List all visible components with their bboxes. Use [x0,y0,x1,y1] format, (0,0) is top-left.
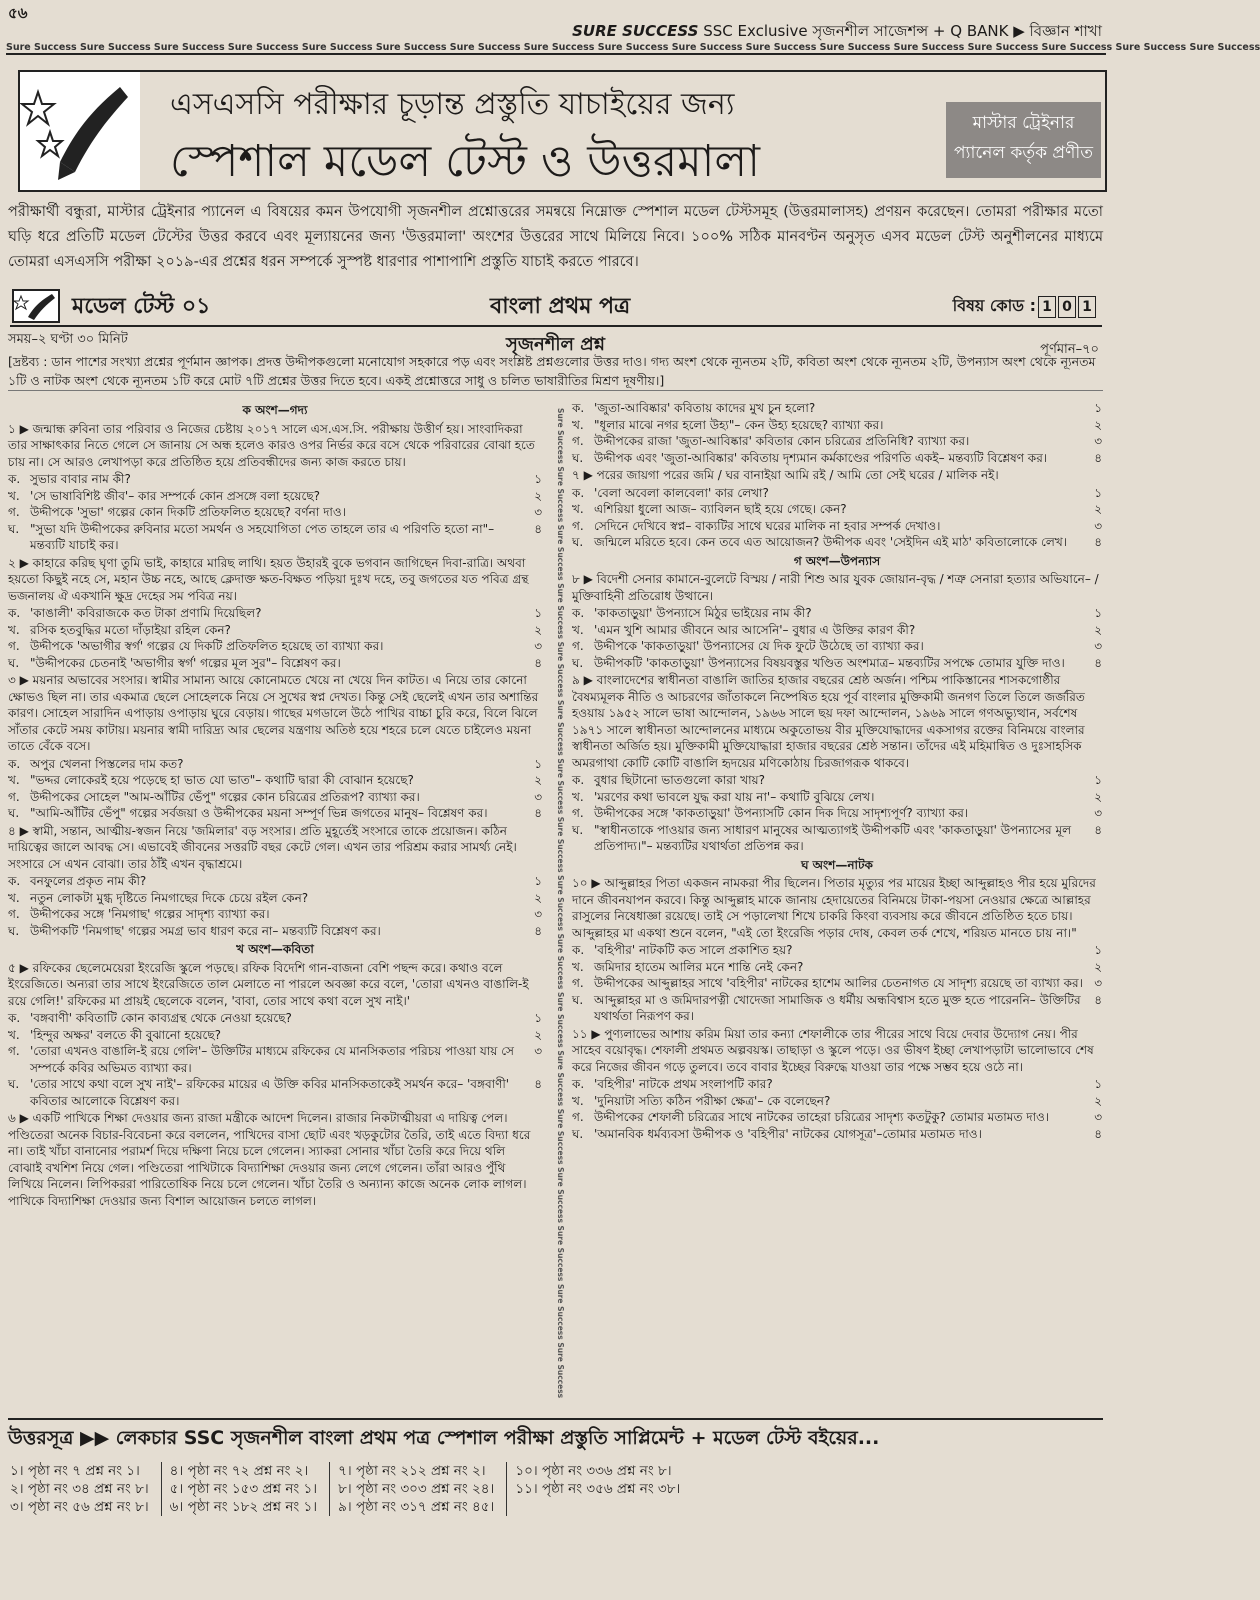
sub-question-key: খ. [572,502,584,516]
marks: ৪ [534,521,542,536]
section-subtitle: সৃজনশীল প্রশ্ন [506,334,605,355]
instructions: [দ্রষ্টব্য : ডান পাশের সংখ্যা প্রশ্নের পূর্ণমান জ্ঞাপক। প্রদত্ত উদ্দীপকগুলো মনোযোগ সহকারে পড় এবং সংশ্লিষ্ট প্রশ্নগুলোর উত্তর দাও। গদ্য অংশ থেকে ন্যূনতম ২টি, কবিতা অংশ থেকে ন্যূনতম ২টি, উপন্যাস অংশ থেকে ন্যূনতম ১টি ও নাটক অংশ থেকে ন্যূনতম ১টি করে মোট ৭টি প্রশ্নের উত্তর দিতে হবে। একই প্রশ্নোত্তরে সাধু ও চলিত ভাষারীতির মিশ্রণ দূষণীয়।] [8,352,1103,391]
sub-question [572,822,1102,855]
left-column [8,400,542,1210]
brand-logo: SURE SUCCESS [572,22,699,40]
sub-question-text: "আমি-আঁটির ভেঁপু" গল্পের সর্বজয়া ও উদ্দীপকের ময়না সম্পূর্ণ ভিন্ন জগতের মানুষ– বিশ্লেষণ কর। [30,806,488,820]
marks: ২ [1094,1093,1102,1108]
marks: ৩ [534,639,542,653]
sub-question [572,975,1102,992]
sub-question-key: ঘ. [572,535,584,549]
marks: ৩ [534,1044,542,1058]
sub-question-text: 'জুতা-আবিষ্কার' কবিতায় কাদের মুখ চুন হলো? [594,401,816,415]
sub-question [8,471,542,488]
banner-credit-line2: প্যানেল কর্তৃক প্রণীত [954,143,1093,163]
sub-question [8,1010,542,1027]
sub-question-key: ঘ. [8,806,20,820]
sub-question-key: গ. [572,518,584,533]
right-column [572,400,1102,1142]
marks: ১ [534,606,542,620]
marks: ১ [1094,1077,1102,1091]
sub-question-text: অপুর খেলনা পিস্তলের দাম কত? [30,756,184,771]
sub-question-text: উদ্দীপক এবং 'জুতা-আবিষ্কার' কবিতায় দৃশ্যমান কর্মকাণ্ডের পরিণতি একই– মন্তব্যটি বিশ্লেষণ কর। [594,450,1048,465]
sub-question-key: ঘ. [572,450,584,465]
marks: ১ [1094,485,1102,500]
sub-question-key: খ. [8,488,20,503]
sub-question [572,417,1102,434]
sub-question [8,772,542,789]
sub-question [572,501,1102,518]
marks: ৩ [1094,806,1102,820]
marks: ৩ [534,505,542,519]
sub-question-key: গ. [572,1110,584,1124]
question-stem: ৯ ▶ বাংলাদেশের স্বাধীনতা বাঙালি জাতির হাজার বছরের শ্রেষ্ঠ অর্জন। পশ্চিম পাকিস্তানের শাসকগোষ্ঠীর বৈষম্যমূলক নীতি ও আচরণের জাঁতাকলে নিষ্পেষিত হয়ে পূর্ব বাংলার মুক্তিকামী জনগণ তিলে তিলে জর্জরিত হওয়ায় ১৯৫২ সালে ভাষা আন্দোলন, ১৯৬৬ সালে ছয় দফা আন্দোলন, ১৯৬৯ সালে গণঅভ্যুত্থান, সর্বশেষ ১৯৭১ সালে স্বাধীনতা আন্দোলনের মাধ্যমে অকুতোভয় বীর মুক্তিযোদ্ধাদের একসাগর রক্তের বিনিময়ে বাংলার স্বাধীনতা অর্জিত হয়। মুক্তিকামী মুক্তিযোদ্ধারা হাজার বছরের শ্রেষ্ঠ সন্তান। তাঁদের এই মহিমান্বিত ও দুঃসাহসিক অমরগাথা কোটি কোটি বাঙালি হৃদয়ের মণিকোঠায় চিরজাগরূক থাকবে। [572,673,1085,770]
question-stem: ১১ ▶ পুণ্যলাভের আশায় করিম মিয়া তার কন্যা শেফালীকে তার পীরের সাথে বিয়ে দেবার উদ্যোগ নেয়। পীর সাহেব বয়োবৃদ্ধ। শেফালী প্রথমত অল্পবয়স্ক। তাছাড়া ও স্কুলে পড়ে। ওর ভীষণ ইচ্ছা লেখাপড়াটা ভালোভাবে শেষ করে নিজের জীবন গড়ে তুলবে। তবে বাবার ইচ্ছের বিরুদ্ধে যাওয়া তার পক্ষে সম্ভব হয়ে ওঠে না। [572,1026,1094,1074]
sub-question [572,1126,1102,1143]
sub-question [572,518,1102,535]
sub-question-key: খ. [572,417,584,432]
sub-question-text: সেদিনে দেখিবে স্বপ্ন– বাক্যটির সাথে ঘরের মালিক না হবার সম্পর্ক দেখাও। [594,518,941,533]
sub-question-key: খ. [572,959,584,974]
answer-ref: ১। পৃষ্ঠা নং ৭ প্রশ্ন নং ১। [10,1463,140,1479]
paper-title: বাংলা প্রথম পত্র [490,294,631,319]
sub-question [8,1043,542,1076]
question-stem: ৩ ▶ ময়নার অভাবের সংসার। স্বামীর সামান্য আয়ে কোনোমতে খেয়ে না খেয়ে দিন কাটত। এ নিয়ে তার কোনো ক্ষোভও ছিল না। তার একমাত্র ছেলে সোহেলকে নিয়ে সে সুখের স্বপ্ন দেখত। কিন্তু সেই ছেলেই এখন তার অশান্তির কারণ। সোহেল সারাদিন এপাড়ায় ওপাড়ায় ঘুরে বেড়ায়। গাছের মগডালে উঠে পাখির বাচ্চা চুরি করে, বিলে ঝিলে সাঁতার কেটে সময় কাটায়। ময়নার স্বামী দারিদ্র্য আর ছেলের যন্ত্রণায় অতিষ্ঠ হয়ে শহরে চলে যেতে চাইলেও ময়না তাতে বেঁকে বসে। [8,673,539,753]
sub-question [572,605,1102,622]
question-stem: ৬ ▶ একটি পাখিকে শিক্ষা দেওয়ার জন্য রাজা মন্ত্রীকে আদেশ দিলেন। রাজার নিকটাত্মীয়রা এ দায়িত্ব পেল। পণ্ডিতেরা অনেক বিচার-বিবেচনা করে বললেন, পাখিদের বাসা ছোট এবং খড়কুটোর তৈরি, তাই এতে বিদ্যা ধরে না। তাই খাঁচা বানানোর পরামর্শ দিয়ে দক্ষিণা নিয়ে চলে গেলেন। স্যাকরা সোনার খাঁচা তৈরি করে দিয়ে থলি বোঝাই বখশিশ নিয়ে গেল। পণ্ডিতেরা পাখিটাকে বিদ্যাশিক্ষা দেওয়ার জন্য লেগে গেলেন। তাঁরা আরও পুঁথি লিখিয়ে নিলেন। লিপিকররা পারিতোষিক নিয়ে চলে গেলেন। খাঁচা তৈরি ও অন্যান্য কাজে অনেক লোক লাগল। পাখিকে বিদ্যাশিক্ষা দেওয়ার জন্য বিশাল আয়োজন চলতে লাগল। [8,1111,531,1208]
sub-question-text: উদ্দীপকটি 'কাকতাড়ুয়া' উপন্যাসের বিষয়বস্তুর খণ্ডিত অংশমাত্র– মন্তব্যটির সপক্ষে তোমার যুক্তি দাও। [594,655,1065,670]
sub-question-text: সুভার বাবার নাম কী? [30,472,131,486]
sub-question-text: উদ্দীপকটি 'নিমগাছ' গল্পের সমগ্র ভাব ধারণ করে না– মন্তব্যটি বিশ্লেষণ কর। [30,923,381,938]
sub-question-text: উদ্দীপকে 'অভাগীর স্বর্গ' গল্পের যে দিকটি প্রতিফলিত হয়েছে তা ব্যাখ্যা কর। [30,639,384,653]
sub-question-text: জন্মিলে মরিতে হবে। কেন তবে এত আয়োজন? উদ্দীপক এবং 'সেইদিন এই মাঠ' কবিতালোকে লেখ। [594,535,1067,549]
question [8,1110,542,1209]
sub-question-text: আব্দুল্লাহর মা ও জমিদারপত্নী খোদেজা সামাজিক ও ধর্মীয় অন্ধবিশ্বাস হতে মুক্ত হতে পারেননি– উক্তিটির যথার্থতা নিরূপণ কর। [594,992,1081,1023]
sub-question-text: 'সে ভাষাবিশিষ্ট জীব'– কার সম্পর্কে কোন প্রসঙ্গে বলা হয়েছে? [30,488,320,503]
sub-question [572,655,1102,672]
sub-question-text: "উদ্দীপকের চেতনাই 'অভাগীর স্বর্গ' গল্পের মূল সুর"– বিশ্লেষণ কর। [30,655,341,670]
sub-question-key: গ. [8,907,20,921]
sub-question [8,521,542,554]
sub-question-key: ঘ. [572,992,584,1007]
question [572,1026,1102,1143]
marks: ১ [534,756,542,771]
pen-hand-logo-icon [20,72,140,190]
sub-question-key: খ. [8,1027,20,1042]
sub-question [572,992,1102,1025]
sub-question-key: ক. [8,606,21,620]
marks: ২ [534,773,542,787]
sub-question-key: গ. [8,1044,20,1058]
sub-question [8,1027,542,1044]
answer-ref: ১০। পৃষ্ঠা নং ৩৩৬ প্রশ্ন নং ৮। [515,1463,672,1479]
sub-question-text: 'কাকতাড়ুয়া' উপন্যাসে মিঠুর ভাইয়ের নাম কী? [594,606,812,620]
question [8,672,542,822]
sub-question [572,1109,1102,1126]
question [572,467,1102,551]
marks: ১ [1094,606,1102,620]
marks: ১ [534,874,542,888]
sub-question-text: 'মরণের কথা ভাবলে যুদ্ধ করা যায় না'– কথাটি বুঝিয়ে লেখ। [594,789,875,804]
sub-question-text: 'বহিপীর' নাটকটি কত সালে প্রকাশিত হয়? [594,943,793,957]
model-test-title: মডেল টেস্ট ০১ [72,294,211,319]
sub-question-key: ঘ. [8,655,20,670]
marks: ২ [1094,622,1102,637]
marks: ৪ [1094,822,1102,837]
sub-question-text: "সুভা যদি উদ্দীপকের রুবিনার মতো সমর্থন ও সহযোগিতা পেত তাহলে তার এ পরিণতি হতো না"– মন্তব্যটি যাচাই কর। [30,521,495,552]
exam-meta [8,330,1103,357]
marks: ৪ [1094,450,1102,465]
marks: ১ [534,1011,542,1025]
sub-question-key: খ. [8,890,20,905]
question-stem: ১০ ▶ আব্দুল্লাহর পিতা একজন নামকরা পীর ছিলেন। পিতার মৃত্যুর পর মায়ের ইচ্ছা আব্দুল্লাহও পীর হয়ে মুরিদের দানে জীবনযাপন করবে। কিন্তু আব্দুল্লাহ মাকে জানায় হেদায়েতের বিনিময়ে টাকা-পয়সা নেওয়ার ক্ষেত্রে আল্লাহর রাসুলের নিষেধাজ্ঞা রয়েছে। তাই সে পড়ালেখা শিখে চাকরি কিংবা ব্যবসায় করে জীবনে প্রতিষ্ঠিত হতে চায়। আব্দুল্লাহর মা একথা শুনে বলেন, "এই তো ইংরেজি পড়ার দোষ, কেবল তর্ক শেখে, শরিয়ত মানতে চায় না।" [572,876,1096,940]
sub-question [572,638,1102,655]
banner [18,70,1107,192]
marks: ৩ [534,907,542,921]
marks: ৪ [534,806,542,820]
model-test-logo-icon [12,289,60,323]
sub-question-key: ঘ. [8,923,20,938]
subject-code [953,293,1096,320]
marks: ২ [534,1027,542,1042]
answer-ref: ৩। পৃষ্ঠা নং ৫৬ প্রশ্ন নং ৮। [10,1499,149,1515]
sub-question-key: ক. [8,756,21,771]
marks: ২ [534,890,542,905]
marks: ১ [1094,401,1102,415]
sub-question-text: 'বহিপীর' নাটকে প্রথম সংলাপটি কার? [594,1077,773,1091]
sub-question [8,923,542,940]
section-heading: ক অংশ—গদ্য [242,403,308,417]
answer-column [506,1462,680,1516]
sub-question [8,655,542,672]
banner-line1: এসএসসি পরীক্ষার চূড়ান্ত প্রস্তুতি যাচাইয়ের জন্য [170,87,735,122]
sub-question [572,1076,1102,1093]
answer-column [329,1462,494,1516]
sub-question-text: 'বঙ্গবাণী' কবিতাটি কোন কাব্যগ্রন্থ থেকে নেওয়া হয়েছে? [30,1011,292,1025]
subject-code-label: বিষয় কোড : [952,296,1036,315]
answer-ref: ৪। পৃষ্ঠা নং ৭২ প্রশ্ন নং ২। [169,1463,309,1479]
sub-question [8,638,542,655]
question-stem: ৮ ▶ বিদেশী সেনার কামানে-বুলেটে বিস্ময় / নারী শিশু আর যুবক জোয়ান-বৃদ্ধ / শত্রু সেনারা হত্যার অভিযানে– / মুক্তিবাহিনী প্রতিরোধ উত্থানে। [572,572,1099,603]
sub-question-text: উদ্দীপকের আব্দুল্লাহর সাথে 'বহিপীর' নাটকের হাশেম আলির চেতনাগত যে সাদৃশ্য রয়েছে তা ব্যাখ্যা কর। [594,976,1083,990]
page-number: ৫৬ [8,4,28,22]
sub-question-key: ক. [8,1011,21,1025]
sub-question-text: 'তোরা এখনও বাঙালি-ই রয়ে গেলি'– উক্তিটির মাধ্যমে রফিকের যে মানসিকতার পরিচয় পাওয়া যায় সে সম্পর্কে কবির অভিমত ব্যাখ্যা কর। [30,1044,514,1075]
sub-question-key: ক. [572,485,585,500]
time-allowed: সময়–২ ঘণ্টা ৩০ মিনিট [8,332,128,347]
question-stem: ৭ ▶ পরের জায়গা পরের জমি / ঘর বানাইয়া আমি রই / আমি তো সেই ঘরের / মালিক নই। [572,468,999,482]
marks: ৪ [534,655,542,670]
marks: ৩ [1094,434,1102,448]
answer-ref: ২। পৃষ্ঠা নং ৩৪ প্রশ্ন নং ৮। [10,1481,149,1497]
sub-question-key: গ. [8,639,20,653]
marks: ১ [534,472,542,486]
sub-question [8,1076,542,1109]
sub-question [572,400,1102,417]
sub-question [572,772,1102,789]
sub-question [8,890,542,907]
sub-question [8,756,542,773]
marks: ৪ [534,1077,542,1091]
full-marks: পূর্ণমান–৭০ [1040,342,1099,357]
marks: ৪ [1094,1126,1102,1141]
sub-question-key: গ. [8,789,20,804]
answer-column [8,1462,149,1516]
banner-credit-line1: মাস্টার ট্রেইনার [972,113,1075,133]
question-stem: ৪ ▶ স্বামী, সন্তান, আত্মীয়-স্বজন নিয়ে 'জমিলার' বড় সংসার। প্রতি মুহূর্তেই সংসারে তাকে প্রয়োজন। কঠিন দায়িত্বের জালে আবদ্ধ সে। এভাবেই জীবনের সত্তরটি বছর কেটে গেল। এখন তার পরিশ্রম করার সামর্থ্য নেই। সংসারে সে এখন বোঝা। তার ঠাঁই এখন বৃদ্ধাশ্রমে। [8,823,517,871]
sub-question [572,959,1102,976]
sub-question-text: বনফুলের প্রকৃত নাম কী? [30,874,147,888]
sub-question-text: 'কাঙালী' কবিরাজকে কত টাকা প্রণামি দিয়েছিল? [30,606,262,620]
marks: ২ [1094,789,1102,804]
answer-ref: ৫। পৃষ্ঠা নং ১৫৩ প্রশ্ন নং ১। [169,1481,318,1497]
question [8,823,542,940]
sub-question [8,873,542,890]
answer-ref: ৯। পৃষ্ঠা নং ৩১৭ প্রশ্ন নং ৪৫। [338,1499,495,1515]
banner-line2: স্পেশাল মডেল টেস্ট ও উত্তরমালা [170,136,760,187]
sub-question-text: 'দুনিয়াটা সত্যি কঠিন পরীক্ষা ক্ষেত্র'– কে বলেছেন? [594,1093,831,1108]
sub-question-key: ঘ. [8,1077,20,1091]
sub-question-key: খ. [572,622,584,637]
sub-question [572,1093,1102,1110]
marks: ৪ [1094,535,1102,549]
sub-question-key: খ. [8,622,20,637]
sub-question-key: গ. [572,434,584,448]
answer-references [8,1418,1103,1516]
marks: ৩ [1094,1110,1102,1124]
sub-question-key: ক. [572,606,585,620]
sub-question-text: রসিক হতবুদ্ধির মতো দাঁড়াইয়া রহিল কেন? [30,622,231,637]
marks: ১ [1094,943,1102,957]
sub-question-text: 'অমানবিক ধর্মব্যবসা উদ্দীপক ও 'বহিপীর' নাটকের যোগসূত্র'–তোমার মতামত দাও। [594,1126,982,1141]
sub-question-text: 'বেলা অবেলা কালবেলা' কার লেখা? [594,485,769,500]
sub-question-key: গ. [572,806,584,820]
sub-question [8,488,542,505]
answer-ref: ৭। পৃষ্ঠা নং ২১২ প্রশ্ন নং ২। [338,1463,486,1479]
sub-question-text: উদ্দীপকের শেফালী চরিত্রের সাথে নাটকের তাহেরা চরিত্রের সাদৃশ্য কতটুকু? তোমার মতামত দাও। [594,1110,1050,1124]
sub-question-text: "ভদ্দর লোকেরই হয়ে পড়েছে হা ভাত যো ভাত"– কথাটি দ্বারা কী বোঝান হয়েছে? [30,773,414,787]
sub-question-key: ঘ. [572,1126,584,1141]
marks: ৪ [1094,992,1102,1007]
sub-question-key: ক. [8,472,21,486]
sub-question-key: খ. [8,773,20,787]
sub-question [572,622,1102,639]
marks: ২ [1094,417,1102,432]
question-stem: ২ ▶ কাহারে করিছ ঘৃণা তুমি ভাই, কাহারে মারিছ লাথি। হয়ত উহারই বুকে ভগবান জাগিছেন দিবা-রাত্রি। অথবা হয়তো কিছুই নহে সে, মহান উচ্চ নহে, আছে ক্লেদাক্ত ক্ষত-বিক্ষত পড়িয়া দুঃখ দহে, তবু জগতের যত পবিত্র গ্রন্থ ভজনালয় ঐ একখানি ক্ষুদ্র দেহের সম পবিত্র নয়। [8,555,529,603]
sub-question-text: উদ্দীপকে 'সুভা' গল্পের কোন দিকটি প্রতিফলিত হয়েছে? বর্ণনা দাও। [30,505,347,519]
column-separator-strip: Sure Success Sure Success Sure Success Sure Success Sure Success Sure Success Sure Success Sure Success Sure Success Sure Success Sure Success Sure Success Sure Success Sure Success Sure Success Sure Success Sure Success [556,408,565,1399]
sub-question-key: ঘ. [572,655,584,670]
question [8,555,542,672]
question [8,960,542,1110]
marks: ২ [1094,959,1102,974]
banner-credit [946,102,1101,178]
marks: ৩ [1094,976,1102,990]
answer-grid [8,1462,1103,1516]
section-heading: গ অংশ—উপন্যাস [793,553,881,568]
sub-question-key: ক. [572,401,585,415]
sub-question-key: গ. [572,639,584,653]
marks: ৪ [534,923,542,938]
sub-question-key: ক. [572,943,585,957]
sub-question [572,534,1102,551]
marks: ৩ [1094,518,1102,533]
sub-question-text: নতুন লোকটা মুগ্ধ দৃষ্টিতে নিমগাছের দিকে চেয়ে রইল কেন? [30,890,309,905]
answer-references-title: উত্তরসূত্র ▶▶ লেকচার SSC সৃজনশীল বাংলা প্রথম পত্র স্পেশাল পরীক্ষা প্রস্তুতি সাপ্লিমেন্ট + মডেল টেস্ট বইয়ের... [8,1427,880,1449]
sub-question [8,622,542,639]
question [572,571,1102,671]
sub-question [572,789,1102,806]
sub-question-text: বুধার ছিটানো ভাতগুলো কারা খায়? [594,773,765,787]
answer-column [161,1462,317,1516]
marks: ২ [534,622,542,637]
sub-question [572,433,1102,450]
brand-text: SSC Exclusive সৃজনশীল সাজেশন্স + Q BANK ▶ বিজ্ঞান শাখা [703,22,1102,40]
question-stem: ১ ▶ জন্মান্ধ রুবিনা তার পরিবার ও নিজের চেষ্টায় ২০১৭ সালে এস.এস.সি. পরীক্ষায় উত্তীর্ণ হয়। সাংবাদিকরা তার সাক্ষাৎকার নিতে গেলে সে জানায় সে অন্ধ হলেও কারও ওপর নির্ভর করে বসে থেকে পরিবারের বোঝা হতে চায় না। সে আরও লেখাপড়া করে প্রতিষ্ঠিত হয়ে প্রতিবন্ধীদের জন্য কাজ করতে চায়। [8,421,535,469]
sub-question [572,942,1102,959]
sub-question [572,805,1102,822]
sub-question-text: 'এমন খুশি আমার জীবনে আর আসেনি'– বুধার এ উক্তির কারণ কী? [594,622,916,637]
sub-question [8,605,542,622]
section-heading: খ অংশ—কবিতা [236,942,314,956]
model-test-header [10,285,1102,327]
marks: ৩ [534,789,542,804]
sub-question-text: জমিদার হাতেম আলির মনে শান্তি নেই কেন? [594,959,804,974]
sub-question-text: উদ্দীপকের সঙ্গে 'কাকতাড়ুয়া' উপন্যাসটি কোন দিক দিয়ে সাদৃশ্যপূর্ণ? ব্যাখ্যা কর। [594,806,969,820]
sub-question [572,450,1102,467]
sub-question-key: ক. [572,1077,585,1091]
code-digit: 1 [1038,296,1056,318]
sub-question-text: এশিরিয়া ধুলো আজ– ব্যাবিলন ছাই হয়ে গেছে। কেন? [594,502,847,516]
sub-question-key: খ. [572,789,584,804]
answer-ref: ১১। পৃষ্ঠা নং ৩৫৬ প্রশ্ন নং ৩৮। [515,1481,681,1497]
marks: ৪ [1094,655,1102,670]
intro-paragraph: পরীক্ষার্থী বন্ধুরা, মাস্টার ট্রেইনার প্যানেল এ বিষয়ের কমন উপযোগী সৃজনশীল প্রশ্নোত্তরের সমন্বয়ে নিম্নোক্ত স্পেশাল মডেল টেস্টসমূহ (উত্তরমালাসহ) প্রণয়ন করেছেন। তোমরা পরীক্ষার মতো ঘড়ি ধরে প্রতিটি মডেল টেস্টের উত্তর করবে এবং মূল্যায়নের জন্য 'উত্তরমালা' অংশের উত্তরের সাথে মিলিয়ে নিবে। ১০০% সঠিক মানবণ্টন অনুসৃত এসব মডেল টেস্ট অনুশীলনের মাধ্যমে তোমরা এসএসসি পরীক্ষা ২০১৯-এর প্রশ্নের ধরন সম্পর্কে সুস্পষ্ট ধারণার পাশাপাশি প্রস্তুতি যাচাই করতে পারবে। [8,204,1103,270]
question [8,421,542,554]
marks: ২ [1094,502,1102,516]
sub-question-text: উদ্দীপকের সোহেল "আম-আঁটির ভেঁপু" গল্পের কোন চরিত্রের প্রতিরূপ? ব্যাখ্যা কর। [30,789,420,804]
marks: ১ [1094,773,1102,787]
question-stem: ৫ ▶ রফিকের ছেলেমেয়েরা ইংরেজি স্কুলে পড়ছে। রফিক বিদেশি গান-বাজনা বেশি পছন্দ করে। কথাও বলে ইংরেজিতে। অন্যরা তার সাথে ইংরেজিতে তাল মেলাতে না পারলে অবজ্ঞা করে বলে, 'তোরা এখনও বাঙালি-ই রয়ে গেলি!' রফিকের মা প্রায়ই ছেলেকে বলেন, 'বাবা, তোর সাথে কথা বলে সুখ নাই।' [8,960,529,1008]
sub-question [8,906,542,923]
sub-question-text: উদ্দীপকের সঙ্গে 'নিমগাছ' গল্পের সাদৃশ্য ব্যাখ্যা কর। [30,907,270,921]
sub-question [8,504,542,521]
question [572,672,1102,855]
marks: ৩ [1094,639,1102,653]
sub-question-key: গ. [572,976,584,990]
code-digit: 1 [1078,296,1096,318]
sub-question-text: "ধূলার মাঝে নগর হলো উহ্য"– কেন উহ্য হয়েছে? ব্যাখ্যা কর। [594,417,884,432]
sub-question-key: ঘ. [572,822,584,837]
sub-question [8,805,542,822]
code-digit: 0 [1058,296,1076,318]
sub-question-key: ক. [8,874,21,888]
sub-question-key: গ. [8,505,20,519]
sub-question-text: "স্বাধীনতাকে পাওয়ার জন্য সাধারণ মানুষের আত্মত্যাগই উদ্দীপকটি এবং 'কাকতাড়ুয়া' উপন্যাসের মূল প্রতিপাদ্য।"– মন্তব্যটির যথার্থতা প্রতিপন্ন কর। [594,822,1072,853]
sub-question-text: উদ্দীপকের রাজা 'জুতা-আবিষ্কার' কবিতার কোন চরিত্রের প্রতিনিধি? ব্যাখ্যা কর। [594,434,970,448]
section-heading: ঘ অংশ—নাটক [801,857,873,872]
sub-question-text: উদ্দীপকে 'কাকতাড়ুয়া' উপন্যাসের যে দিক ফুটে উঠেছে তা ব্যাখ্যা কর। [594,639,924,653]
sub-question-key: ক. [572,773,585,787]
repeat-strip: Sure Success Sure Success Sure Success Sure Success Sure Success Sure Success Sure Success Sure Success Sure Success Sure Success Sure Success Sure Success Sure Success Sure Success Sure Success Sure Success Sure Success [6,42,1260,53]
sub-question-text: 'হিন্দুর অক্ষর' বলতে কী বুঝানো হয়েছে? [30,1027,221,1042]
answer-ref: ৬। পৃষ্ঠা নং ১৮২ প্রশ্ন নং ১। [169,1499,318,1515]
sub-question-text: 'তোর সাথে কথা বলে সুখ নাই'– রফিকের মায়ের এ উক্তি কবির মানসিকতাকেই সমর্থন করে– 'বঙ্গবাণী' কবিতার আলোকে বিশ্লেষণ কর। [30,1077,510,1108]
sub-question [572,485,1102,502]
sub-question [8,789,542,806]
marks: ২ [534,488,542,503]
question [572,875,1102,1025]
sub-question-key: খ. [572,1093,584,1108]
answer-ref: ৮। পৃষ্ঠা নং ৩০৩ প্রশ্ন নং ২৪। [338,1481,495,1497]
sub-question-key: ঘ. [8,521,20,536]
